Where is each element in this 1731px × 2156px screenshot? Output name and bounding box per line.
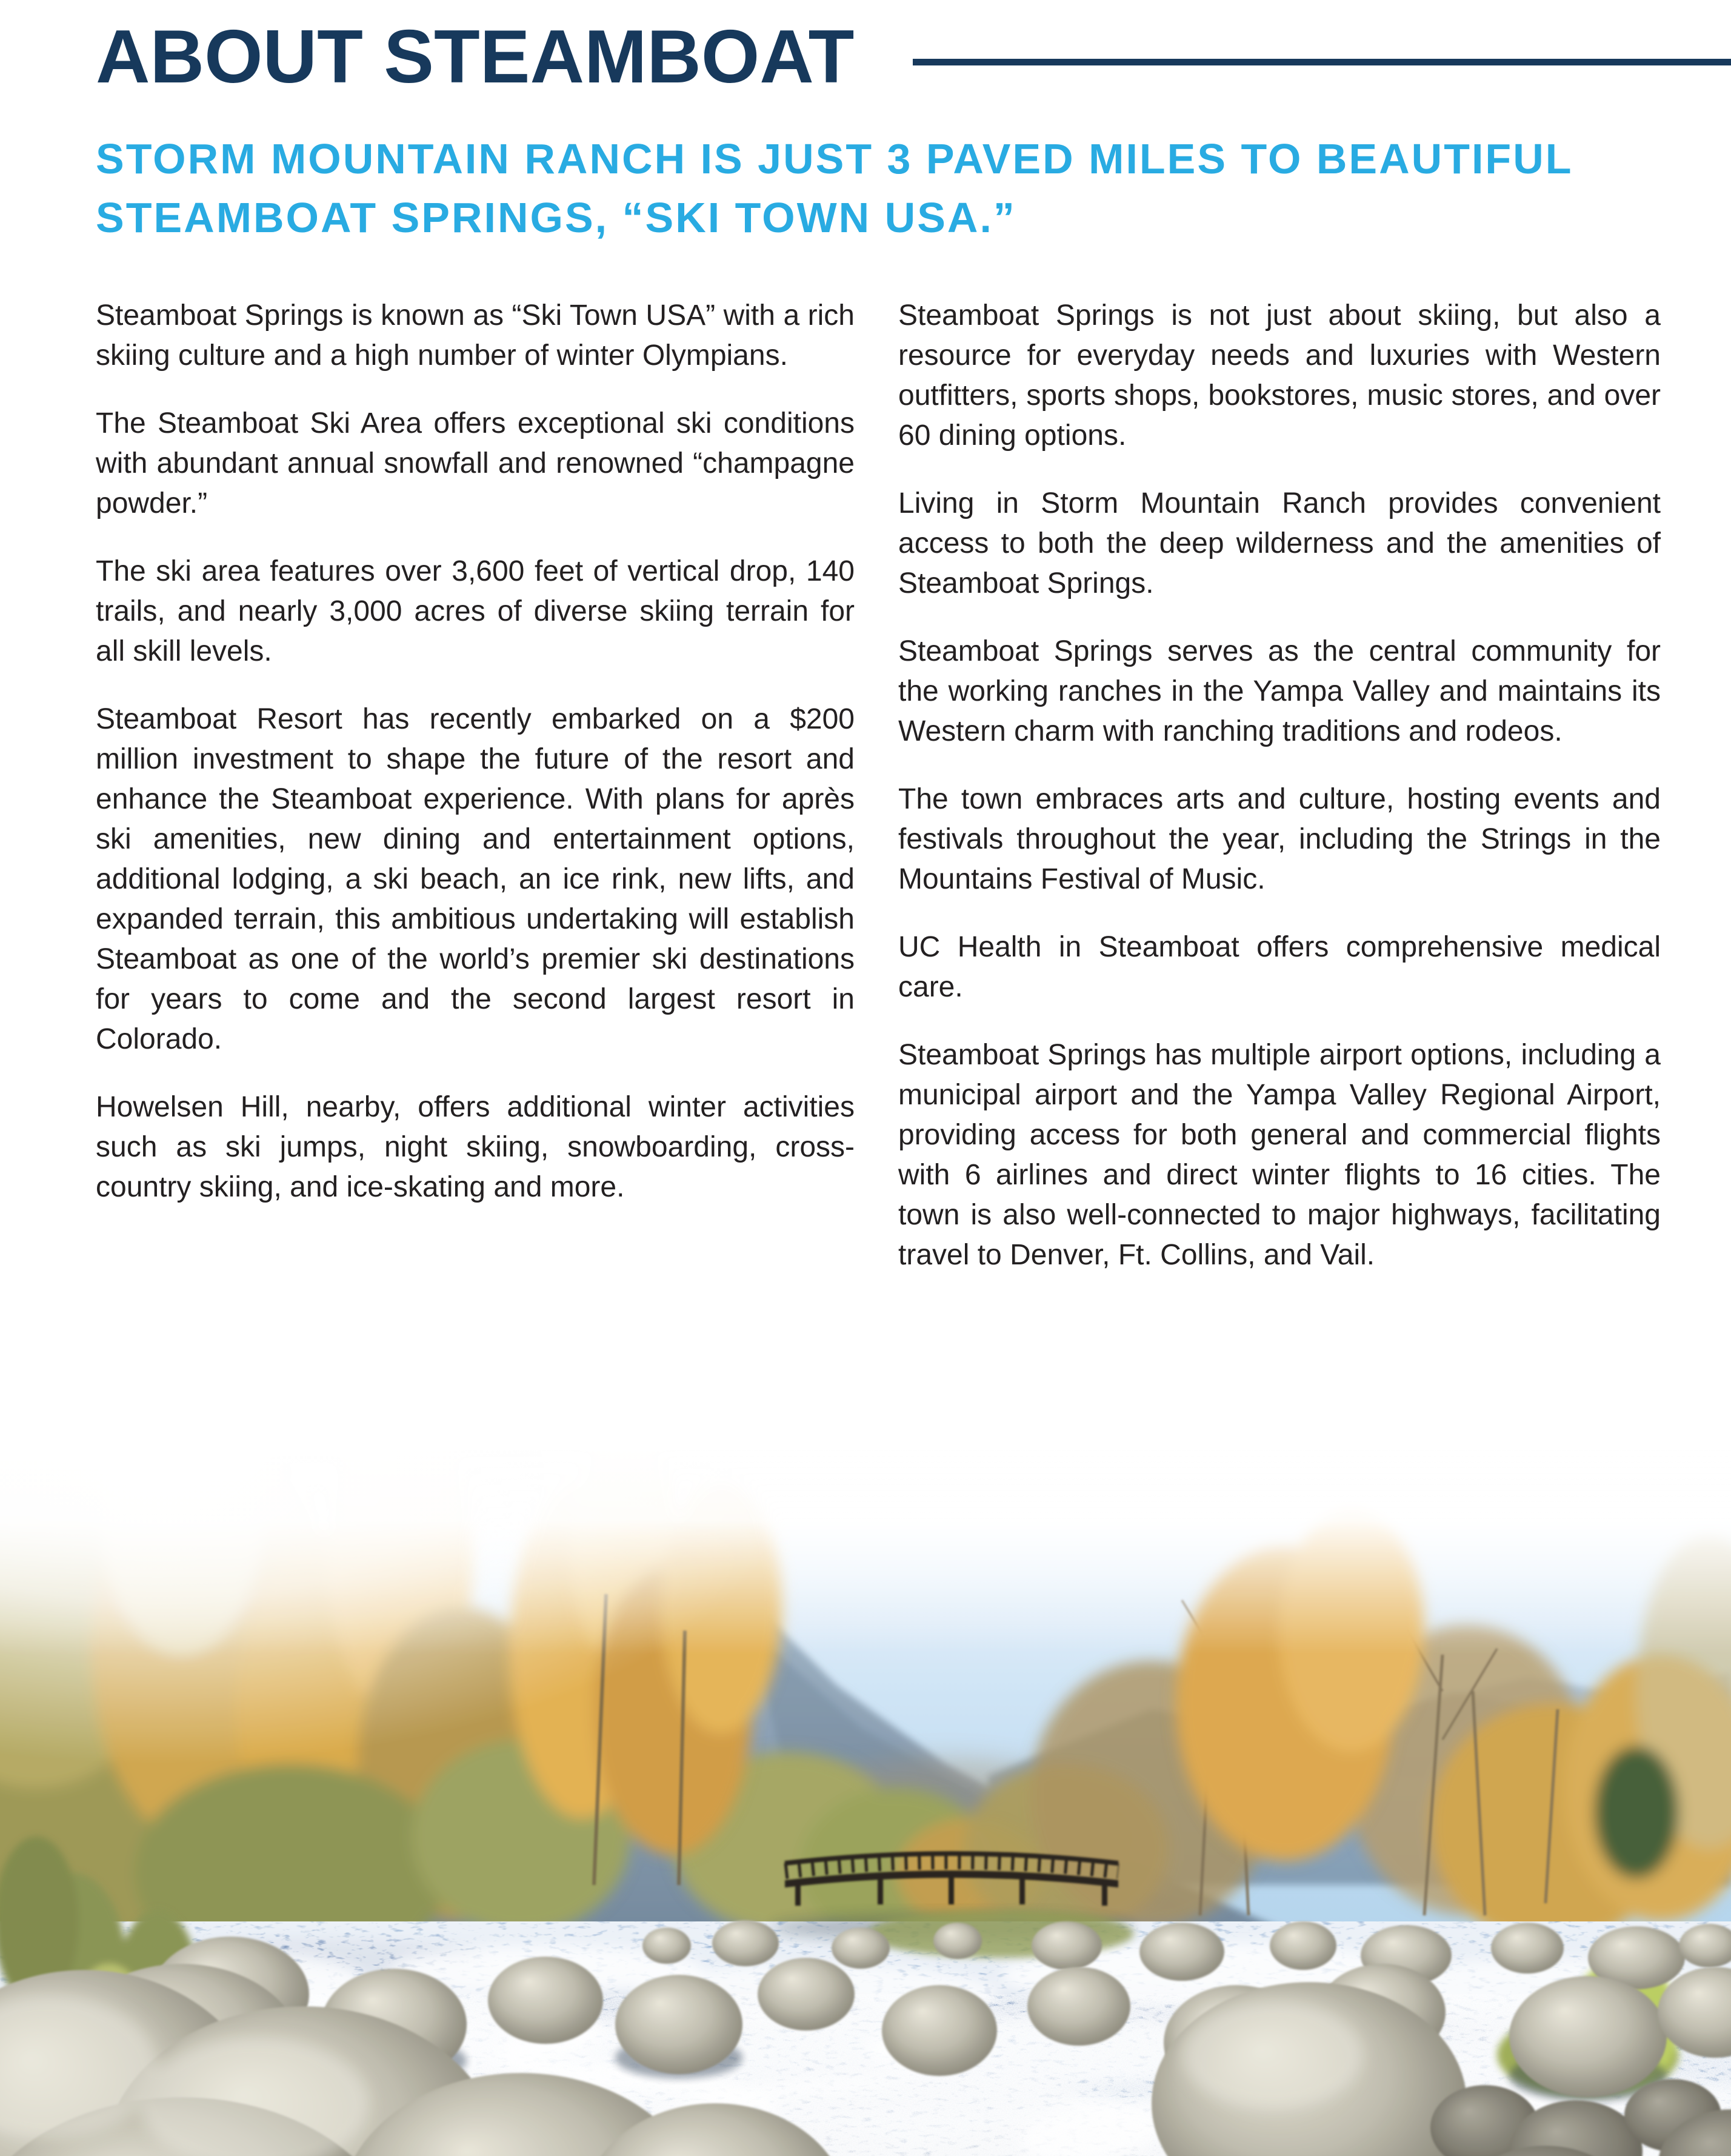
column-right [898, 296, 1661, 1303]
photo-haze [0, 1449, 1731, 2156]
paragraph: The town embraces arts and culture, hosting events and festivals throughout the year, including the Strings in the Mountains Festival of Music. [898, 783, 1661, 895]
paragraph: Steamboat Springs is known as “Ski Town USA” with a rich skiing culture and a high number of winter Olympians. [96, 299, 855, 372]
paragraph: Steamboat Springs is not just about skiing, but also a resource for everyday needs and luxuries with Western outfitters, sports shops, bookstores, music stores, and over 60 dining options. [898, 299, 1661, 452]
river-photo [0, 1449, 1731, 2156]
river-photo-art [0, 1449, 1731, 2156]
paragraph: Steamboat Springs has multiple airport options, including a municipal airport and the Yampa Valley Regional Airport, providing access for both general and commercial flights with 6 airlines and direct winter flights to 16 cities. The town is also well-connected to major highways, facilitating travel to Denver, Ft. Collins, and Vail. [898, 1039, 1661, 1271]
page-title: ABOUT STEAMBOAT [96, 15, 855, 99]
subtitle-line: STEAMBOAT SPRINGS, “SKI TOWN USA.” [96, 194, 1016, 241]
paragraph: Howelsen Hill, nearby, offers additional winter activities such as ski jumps, night skiing, snowboarding, cross-country skiing, and ice-skating and more. [96, 1091, 855, 1203]
paragraph: Steamboat Resort has recently embarked on a $200 million investment to shape the future of the resort and enhance the Steamboat experience. With plans for après ski amenities, new dining and entertainment options, additional lodging, a ski beach, an ice rink, new lifts, and expanded terrain, this ambitious undertaking will establish Steamboat as one of the world’s premier ski destinations for years to come and the second largest resort in Colorado. [96, 703, 855, 1055]
paragraph: Living in Storm Mountain Ranch provides convenient access to both the deep wilderness and the amenities of Steamboat Springs. [898, 487, 1661, 599]
paragraph: UC Health in Steamboat offers comprehensive medical care. [898, 931, 1661, 1003]
paragraph: Steamboat Springs serves as the central community for the working ranches in the Yampa Valley and maintains its Western charm with ranching traditions and rodeos. [898, 635, 1661, 747]
page-subtitle [96, 130, 1573, 247]
column-left [96, 296, 855, 1235]
title-rule [913, 59, 1731, 65]
subtitle-line: STORM MOUNTAIN RANCH IS JUST 3 PAVED MILES TO BEAUTIFUL [96, 135, 1573, 182]
paragraph: The Steamboat Ski Area offers exceptional ski conditions with abundant annual snowfall and renowned “champagne powder.” [96, 407, 855, 519]
paragraph: The ski area features over 3,600 feet of vertical drop, 140 trails, and nearly 3,000 acres of diverse skiing terrain for all skill levels. [96, 555, 855, 667]
